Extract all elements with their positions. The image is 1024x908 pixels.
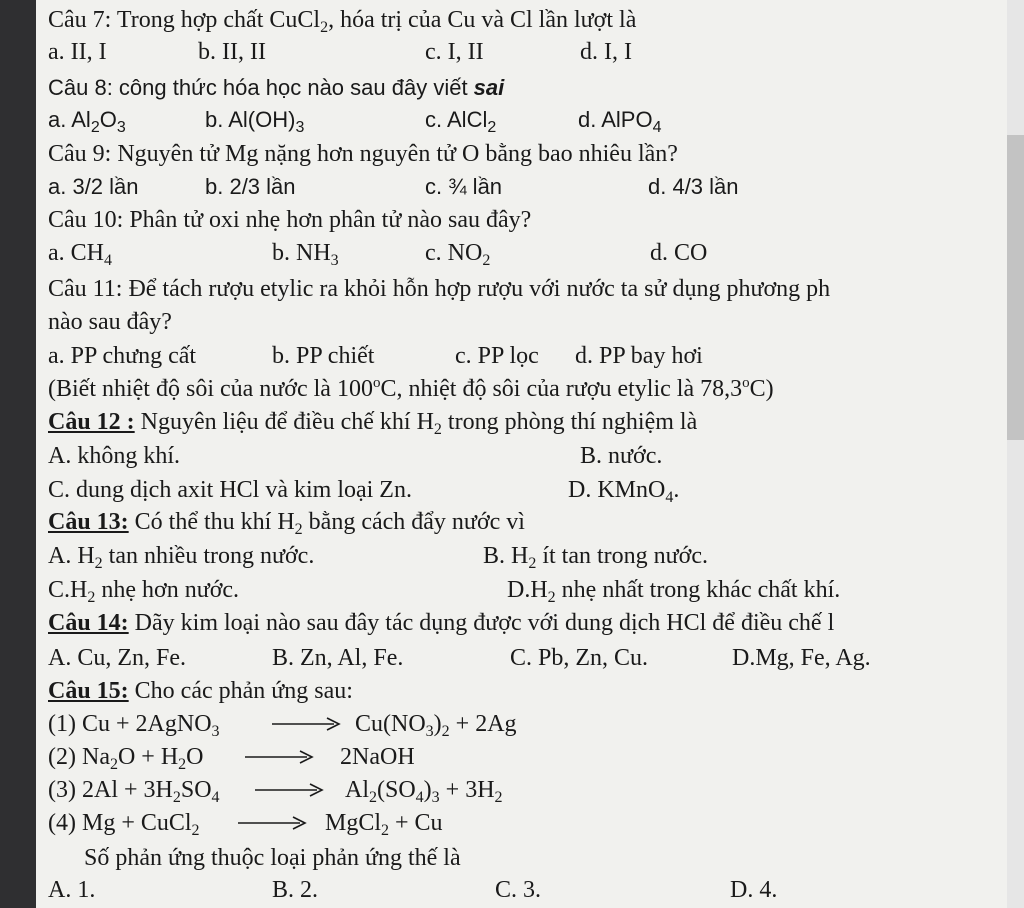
q7-option-b: b. II, II	[198, 39, 266, 65]
q10-option-d: d. CO	[650, 240, 708, 266]
q14-option-b: B. Zn, Al, Fe.	[272, 645, 404, 671]
q8-option-b: b. $Al(OH)_3$	[205, 107, 305, 136]
q14-option-c: C. Pb, Zn, Cu.	[510, 645, 649, 671]
q15-label: Câu 15:	[48, 678, 129, 704]
reaction-arrow-icon	[245, 749, 315, 765]
q14-option-d: D.Mg, Fe, Ag.	[732, 645, 871, 671]
q9-option-b: b. 2/3 lần	[205, 174, 296, 199]
reaction-arrow-icon	[238, 815, 308, 831]
q8-option-d: d. AlPO$_4$	[578, 107, 662, 136]
q15-option-c: C. 3.	[495, 877, 542, 903]
q15-option-b: B. 2.	[272, 877, 319, 903]
q13-label: Câu 13:	[48, 509, 129, 535]
q11-option-a: a. PP chưng cất	[48, 343, 197, 369]
q12-label: Câu 12 :	[48, 409, 135, 435]
q8-option-c: c. AlCl$_2$	[425, 107, 497, 136]
left-dark-border	[0, 0, 36, 908]
q10-option-c: c. $NO_2$	[425, 240, 491, 269]
q13-option-c: $C.H_2$ nhẹ hơn nước.	[48, 577, 240, 606]
q7-option-c: c. I, II	[425, 39, 484, 65]
q14-label: Câu 14:	[48, 610, 129, 636]
q9-option-d: d. 4/3 lần	[648, 174, 739, 199]
scrollbar-thumb[interactable]	[1007, 135, 1024, 440]
q13-option-a: A. $H_2$ tan nhiều trong nước.	[48, 543, 315, 572]
vertical-scrollbar[interactable]	[1007, 0, 1024, 908]
q13-option-b: B. $H_2$ ít tan trong nước.	[483, 543, 709, 572]
q11-option-c: c. PP lọc	[455, 343, 539, 369]
q9-option-c: c. ¾ lần	[425, 174, 503, 199]
q10-option-a: a. $CH_4$	[48, 240, 112, 269]
q14-option-a: A. Cu, Zn, Fe.	[48, 645, 186, 671]
q12-option-a: A. không khí.	[48, 443, 180, 469]
q7-option-a: a. II, I	[48, 39, 107, 65]
q12-option-d: D. KMnO$_4$.	[568, 477, 680, 506]
q11-option-b: b. PP chiết	[272, 343, 375, 369]
q9-option-a: a. 3/2 lần	[48, 174, 139, 199]
q12-option-b: B. nước.	[580, 443, 663, 469]
q15-option-a: A. 1.	[48, 877, 96, 903]
q8-option-a: a. $Al_2O_3$	[48, 107, 126, 136]
q10-option-b: b. $NH_3$	[272, 240, 339, 269]
q13-option-d: $D.H_2$ nhẹ nhất trong khác chất khí.	[507, 577, 841, 606]
reaction-arrow-icon	[255, 782, 325, 798]
q12-option-c: C. dung dịch axit HCl và kim loại Zn.	[48, 477, 412, 503]
reaction-arrow-icon	[272, 716, 342, 732]
q7-option-d: d. I, I	[580, 39, 632, 65]
q11-option-d: d. PP bay hơi	[575, 343, 703, 369]
q15-option-d: D. 4.	[730, 877, 778, 903]
